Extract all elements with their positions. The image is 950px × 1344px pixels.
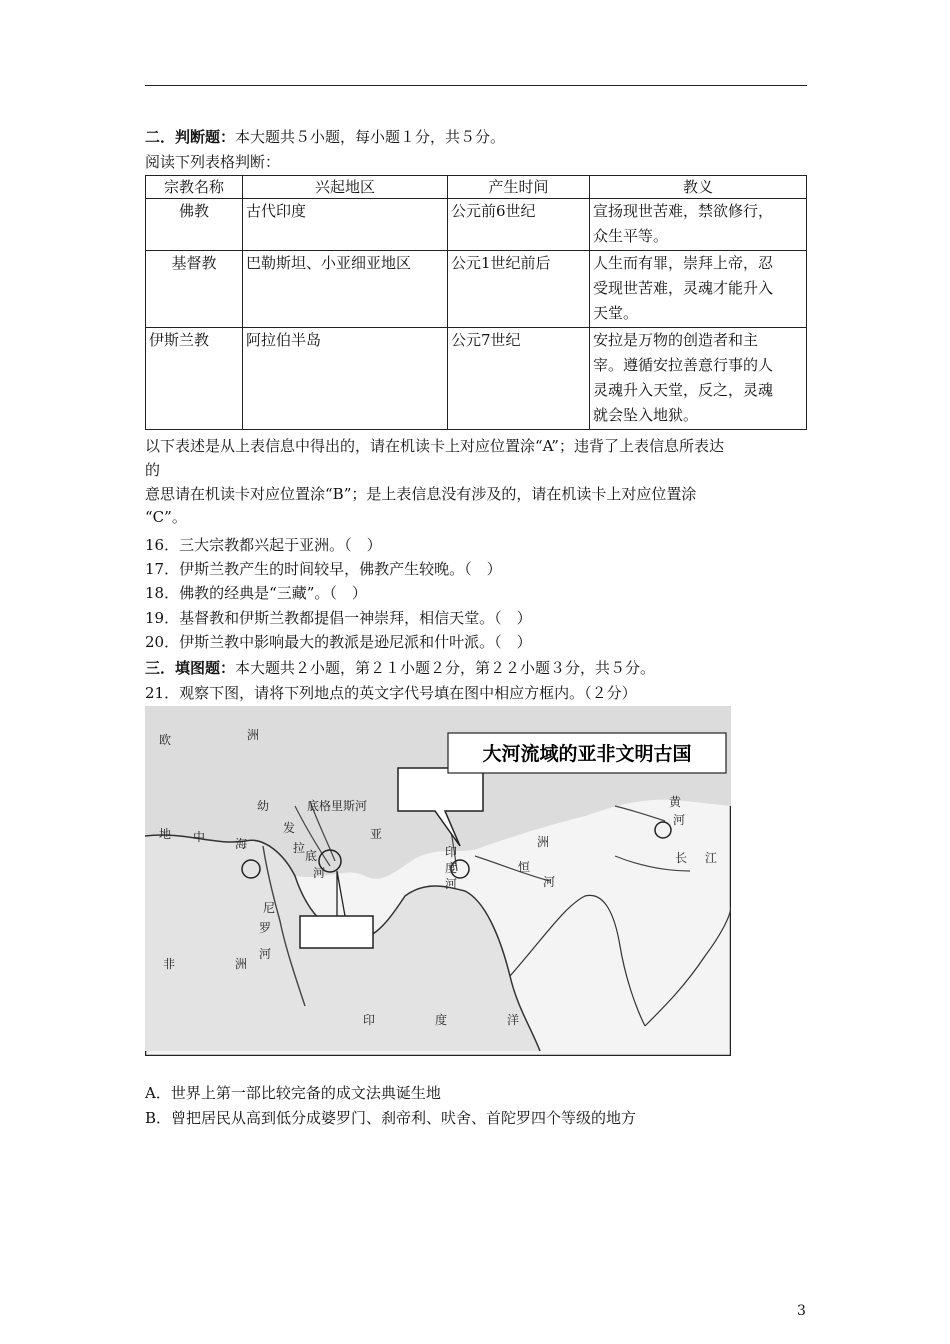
label-yellow-1: 黄 [669, 795, 682, 809]
section3-desc: 本大题共２小题，第２１小题２分，第２２小题３分，共５分。 [235, 659, 656, 677]
label-euphrates-1: 幼 [257, 799, 270, 813]
label-asia-1: 亚 [370, 827, 383, 841]
label-asia-2: 洲 [537, 835, 550, 849]
section2-heading [145, 127, 505, 147]
label-nile-1: 尼 [263, 901, 276, 915]
label-ocean-3: 洋 [507, 1013, 520, 1027]
table-row [146, 251, 807, 328]
instruction-line: 的 [145, 461, 161, 479]
question-19: 19．基督教和伊斯兰教都提倡一神崇拜，相信天堂。（ ） [145, 609, 532, 627]
label-yangtze-2: 江 [705, 851, 718, 865]
label-ganges-2: 河 [543, 875, 556, 889]
label-med-1: 地 [159, 827, 172, 841]
label-indus-2: 度 [445, 861, 458, 875]
religion-region: 古代印度 [243, 199, 448, 251]
option-a: A．世界上第一部比较完备的成文法典诞生地 [145, 1084, 441, 1102]
label-med-2: 中 [193, 830, 206, 844]
religion-time: 公元7世纪 [448, 328, 590, 430]
question-21: 21．观察下图，请将下列地点的英文字代号填在图中相应方框内。（２分） [145, 684, 637, 702]
question-18: 18．佛教的经典是“三藏”。（ ） [145, 584, 367, 602]
header-region: 兴起地区 [243, 176, 448, 199]
question-17: 17．伊斯兰教产生的时间较早，佛教产生较晚。（ ） [145, 560, 502, 578]
religion-region: 阿拉伯半岛 [243, 328, 448, 430]
header-rule [145, 85, 807, 86]
religion-table [145, 175, 807, 430]
religion-name: 佛教 [146, 199, 243, 251]
label-europe-2: 洲 [247, 728, 260, 742]
label-yangtze-1: 长 [675, 851, 688, 865]
label-he: 河 [313, 866, 326, 880]
label-euphrates-2: 发 [283, 821, 296, 835]
label-ocean-1: 印 [363, 1013, 376, 1027]
religion-time: 公元前6世纪 [448, 199, 590, 251]
religion-doctrine: 人生而有罪，崇拜上帝，忍 受现世苦难，灵魂才能升入 天堂。 [590, 251, 807, 328]
section3-title: 三．填图题： [145, 659, 236, 677]
religion-region: 巴勒斯坦、小亚细亚地区 [243, 251, 448, 328]
religion-name: 基督教 [146, 251, 243, 328]
question-16: 16．三大宗教都兴起于亚洲。（ ） [145, 536, 382, 554]
religion-time: 公元1世纪前后 [448, 251, 590, 328]
label-nile-2: 罗 [259, 921, 272, 935]
table-row [146, 199, 807, 251]
label-africa-2: 洲 [235, 957, 248, 971]
header-religion: 宗教名称 [146, 176, 243, 199]
label-ganges-1: 恒 [518, 860, 531, 874]
instruction-line: 意思请在机读卡对应位置涂“B”；是上表信息没有涉及的，请在机读卡上对应位置涂 [145, 485, 697, 503]
religion-name: 伊斯兰教 [146, 328, 243, 430]
section2-title: 二．判断题： [145, 128, 236, 146]
label-africa-1: 非 [163, 957, 176, 971]
label-indus-3: 河 [445, 877, 458, 891]
map-title: 大河流域的亚非文明古国 [482, 743, 692, 765]
section2-desc: 本大题共５小题，每小题１分，共５分。 [235, 128, 506, 146]
religion-doctrine: 安拉是万物的创造者和主 宰。遵循安拉善意行事的人 灵魂升入天堂，反之，灵魂 就会坠入地狱。 [590, 328, 807, 430]
label-med-3: 海 [235, 837, 248, 851]
option-b: B．曾把居民从高到低分成婆罗门、刹帝利、吠舍、首陀罗四个等级的地方 [145, 1109, 637, 1127]
instruction-line: “C”。 [145, 508, 187, 526]
label-di: 底 [305, 849, 318, 863]
label-ocean-2: 度 [435, 1013, 448, 1027]
label-indus-1: 印 [445, 845, 458, 859]
religion-doctrine: 宣扬现世苦难，禁欲修行， 众生平等。 [590, 199, 807, 251]
table-instruction: 阅读下列表格判断： [145, 153, 281, 171]
section3-heading [145, 658, 655, 678]
label-yellow-2: 河 [673, 813, 686, 827]
label-tigris: 底格里斯河 [307, 799, 368, 813]
label-nile-3: 河 [259, 947, 272, 961]
question-20: 20．伊斯兰教中影响最大的教派是逊尼派和什叶派。（ ） [145, 633, 532, 651]
page-number: 3 [797, 1303, 806, 1319]
answer-box-mesopotamia [300, 916, 373, 948]
header-time: 产生时间 [448, 176, 590, 199]
header-doctrine: 教义 [590, 176, 807, 199]
table-row [146, 328, 807, 430]
instruction-line: 以下表述是从上表信息中得出的，请在机读卡上对应位置涂“A”；违背了上表信息所表达 [145, 437, 724, 455]
civilizations-map [145, 706, 731, 1056]
table-header-row [146, 176, 807, 199]
label-euphrates-3: 拉 [293, 841, 306, 855]
label-europe-1: 欧 [159, 733, 172, 747]
